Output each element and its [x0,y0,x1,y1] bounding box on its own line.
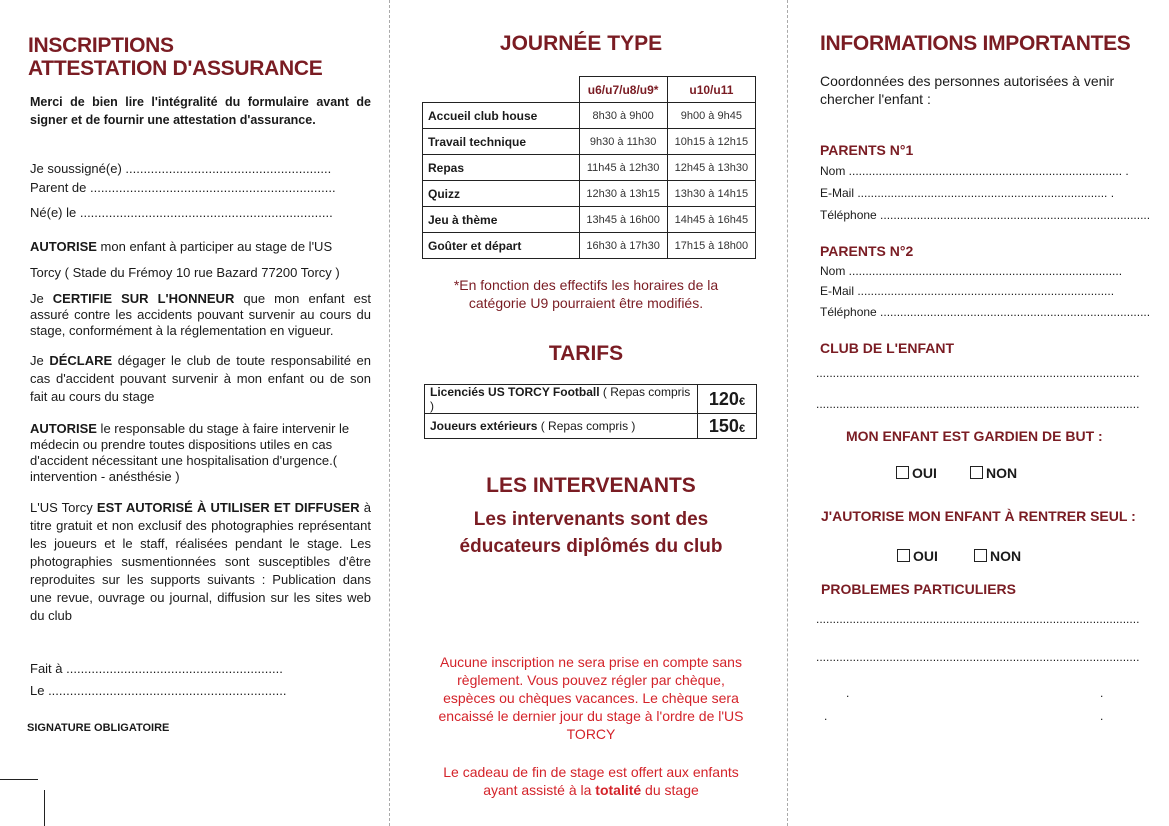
schedule-header-row [423,77,756,103]
parent-de-field[interactable]: Parent de .................................................................... [30,180,336,195]
signature-label: SIGNATURE OBLIGATOIRE [27,722,170,734]
checkbox-icon[interactable] [896,466,909,479]
autorise-paragraph [30,234,371,286]
time-cell: 9h00 à 9h45 [667,103,755,129]
table-row [423,207,756,233]
gift-notice-text: Le cadeau de fin de stage est offert aux enfants ayant assisté à la [443,764,739,798]
problems-dot: . [1100,686,1104,700]
date-naissance-field[interactable]: Né(e) le ...................................................................... [30,205,333,220]
activity-cell: Quizz [423,181,580,207]
parent1-email-field[interactable]: E-Mail ........................................................................... . [820,186,1115,200]
club-field-line-1[interactable]: ................................................................................................. [816,366,1140,380]
autorise-keyword: AUTORISE [30,239,97,254]
activity-cell: Travail technique [423,129,580,155]
problems-field-line-2[interactable]: ................................................................................................. [816,650,1140,664]
title-line-2: ATTESTATION D'ASSURANCE [28,57,323,80]
autorise-text: mon enfant à participer au stage de l'US [96,239,333,254]
club-title: CLUB DE L'ENFANT [820,340,954,356]
certifie-paragraph [30,291,371,339]
date-field[interactable]: Le .................................................................. [30,683,287,698]
autorise-location: Torcy ( Stade du Frémoy 10 rue Bazard 77200 Torcy ) [30,265,340,280]
table-row [423,155,756,181]
journee-title: JOURNÉE TYPE [499,32,663,55]
time-cell: 11h45 à 12h30 [579,155,667,181]
certifie-prefix: Je [30,291,53,306]
go-home-oui-option[interactable] [897,548,938,564]
schedule-header-empty [423,77,580,103]
non-label: NON [986,465,1018,481]
info-title: INFORMATIONS IMPORTANTES [820,32,1131,55]
declare-paragraph [30,352,371,406]
tarif-note: ( Repas compris ) [430,385,691,413]
tarifs-table [424,384,757,439]
payment-notice: Aucune inscription ne sera prise en compte sans règlement. Vous pouvez régler par chèque, espèces ou chèques vacances. Le chèque sera encaissé le dernier jour du stage à l'ordre de l'US TORCY [438,654,744,742]
tarif-currency: € [738,422,746,435]
parent1-title: PARENTS N°1 [820,142,914,158]
activity-cell: Goûter et départ [423,233,580,259]
schedule-footnote: *En fonction des effectifs les horaires de la catégorie U9 pourraient être modifiés. [453,277,719,311]
intervention-paragraph [30,421,371,485]
fait-a-field[interactable]: Fait à ............................................................ [30,661,283,676]
gift-notice-end: du stage [641,782,699,798]
intervenants-text: Les intervenants sont des éducateurs diplômés du club [459,509,723,557]
activity-cell: Accueil club house [423,103,580,129]
problems-dot: . [846,686,850,700]
club-field-line-2[interactable]: ................................................................................................. [816,397,1140,411]
tarif-note: ( Repas compris ) [537,419,636,433]
table-row [423,103,756,129]
certifie-keyword: CERTIFIE SUR L'HONNEUR [52,291,235,306]
problems-dot: . [824,709,828,723]
information-column [788,0,1169,826]
declare-prefix: Je [30,353,50,368]
schedule-table [422,76,756,259]
parent2-phone-field[interactable]: Téléphone ................................................................................. [820,305,1150,319]
tarif-label: Licenciés US TORCY Football [430,385,600,399]
non-label: NON [990,548,1022,564]
time-cell: 14h45 à 16h45 [667,207,755,233]
time-cell: 10h15 à 12h15 [667,129,755,155]
tarif-price: 150 [708,415,739,436]
title-line-1: INSCRIPTIONS [28,34,174,57]
photo-text: à titre gratuit et non exclusif des photographies représentant les joueurs et le staff, réalisées pendant le stage. Les photographies susmentionnées sont susceptibles d'être reproduites sur les supports suivants : Publication dans une revue, ouvrage ou journal, diffusion sur les sites web du club [30,500,372,623]
problems-title: PROBLEMES PARTICULIERS [821,581,1016,597]
table-row [423,129,756,155]
go-home-non-option[interactable] [974,548,1021,564]
oui-label: OUI [913,548,938,564]
activity-cell: Jeu à thème [423,207,580,233]
parent1-phone-field[interactable]: Téléphone ................................................................................. [820,208,1150,222]
certifie-text: que mon enfant est assuré contre les accidents pouvant survenir au cours du stage, conformément à la réglementation en vigueur. [30,291,371,338]
photo-paragraph [30,499,371,625]
autorise2-text: le responsable du stage à faire intervenir le médecin ou prendre toutes dispositions utiles en cas d'accident nécessitant une hospitalisation d'urgence.( intervention - anésthésie ) [30,421,350,484]
photo-prefix: L'US Torcy [30,500,97,515]
parent2-email-field[interactable]: E-Mail ............................................................................. [820,284,1115,298]
intro-text: Merci de bien lire l'intégralité du formulaire avant de signer et de fournir une attestation d'assurance. [30,95,371,127]
time-cell: 12h45 à 13h30 [667,155,755,181]
oui-label: OUI [912,465,937,481]
declare-keyword: DÉCLARE [49,353,113,368]
tarif-currency: € [738,395,746,408]
checkbox-icon[interactable] [974,549,987,562]
time-cell: 8h30 à 9h00 [579,103,667,129]
crop-mark-horizontal [0,779,38,780]
tarif-label-cell [425,414,698,439]
time-cell: 13h30 à 14h15 [667,181,755,207]
parent2-title: PARENTS N°2 [820,243,914,259]
table-row [423,181,756,207]
schedule-header-u6-u9: u6/u7/u8/u9* [579,77,667,103]
photo-keyword: EST AUTORISÉ À UTILISER ET DIFFUSER [96,500,360,515]
autorise2-keyword: AUTORISE [30,421,97,436]
tarifs-title: TARIFS [548,342,624,365]
checkbox-icon[interactable] [897,549,910,562]
activity-cell: Repas [423,155,580,181]
time-cell: 17h15 à 18h00 [667,233,755,259]
declare-text: dégager le club de toute responsabilité en cas d'accident pouvant survenir à mon enfant ou de son fait au cours du stage [30,353,372,404]
intervenants-title: LES INTERVENANTS [486,474,696,497]
schedule-column [390,0,788,826]
goalkeeper-oui-option[interactable] [896,465,937,481]
registration-column [0,0,390,826]
parent2-name-field[interactable]: Nom .................................................................................. [820,264,1123,278]
table-row [423,233,756,259]
tarif-price: 120 [708,388,739,409]
go-home-alone-question: J'AUTORISE MON ENFANT À RENTRER SEUL : [821,508,1136,524]
registration-title [28,34,322,80]
time-cell: 16h30 à 17h30 [579,233,667,259]
goalkeeper-non-option[interactable] [970,465,1017,481]
time-cell: 13h45 à 16h00 [579,207,667,233]
time-cell: 9h30 à 11h30 [579,129,667,155]
table-row [425,385,757,414]
tarif-price-cell [698,414,757,439]
checkbox-icon[interactable] [970,466,983,479]
schedule-header-u10-u11: u10/u11 [667,77,755,103]
soussigne-field[interactable]: Je soussigné(e) ......................................................... [30,161,332,176]
time-cell: 12h30 à 13h15 [579,181,667,207]
coordinates-intro: Coordonnées des personnes autorisées à venir chercher l'enfant : [820,73,1115,107]
tarif-label-cell [425,385,698,414]
problems-field-line-1[interactable]: ................................................................................................. [816,612,1140,626]
table-row [425,414,757,439]
tarif-label: Joueurs extérieurs [430,419,538,433]
parent1-name-field[interactable]: Nom .................................................................................. . [820,164,1129,178]
goalkeeper-question: MON ENFANT EST GARDIEN DE BUT : [846,428,1103,444]
crop-mark-vertical [44,790,45,826]
problems-dot: . [1100,709,1104,723]
tarif-price-cell [698,385,757,414]
gift-notice-keyword: totalité [595,782,642,798]
gift-notice [440,763,742,799]
